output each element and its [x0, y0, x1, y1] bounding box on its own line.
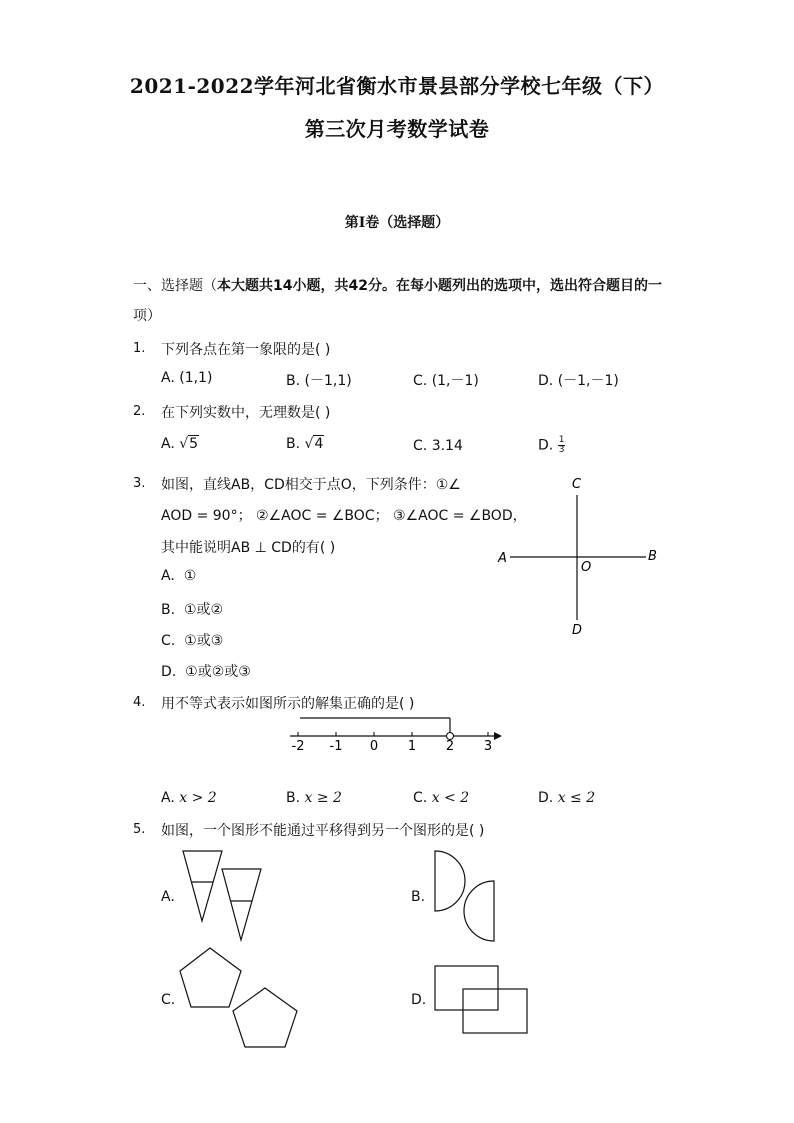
question-number: 5. — [133, 822, 146, 837]
option-d[interactable]: D. x ≤ 2 — [538, 790, 596, 806]
tick-label: 1 — [407, 739, 417, 754]
option-c[interactable]: C. ①或③ — [161, 633, 224, 649]
option-b[interactable]: B. ①或② — [161, 602, 224, 618]
option-a[interactable]: A. x > 2 — [161, 790, 217, 806]
option-d[interactable]: D. (－1,－1) — [538, 373, 619, 389]
question-stem-line2: AOD = 90°； ②∠AOC = ∠BOC； ③∠AOC = ∠BOD， — [161, 508, 527, 524]
paper-title-line1: 2021-2022学年河北省衡水市景县部分学校七年级（下） — [129, 74, 665, 98]
tick-label: -2 — [291, 739, 305, 754]
tick-label: 3 — [483, 739, 493, 754]
option-c[interactable]: C. x < 2 — [413, 790, 470, 806]
question-number: 3. — [133, 476, 146, 491]
open-circle-icon — [447, 733, 454, 740]
question-stem: 如图，一个图形不能通过平移得到另一个图形的是( ) — [161, 823, 485, 839]
option-c[interactable]: C. 3.14 — [413, 438, 463, 454]
option-d-label[interactable]: D. — [411, 992, 427, 1008]
section-title: 第I卷（选择题） — [344, 215, 450, 231]
label-b: B — [648, 549, 657, 564]
arrow-icon — [494, 732, 502, 740]
triangles-icon[interactable] — [180, 848, 270, 948]
intersecting-lines-figure — [490, 470, 670, 645]
rectangles-icon[interactable] — [430, 962, 535, 1038]
option-c[interactable]: C. (1,－1) — [413, 373, 479, 389]
question-number: 2. — [133, 404, 146, 419]
option-b[interactable]: B. (－1,1) — [286, 373, 352, 389]
option-c-label[interactable]: C. — [161, 992, 176, 1008]
semicircles-icon[interactable] — [430, 848, 510, 948]
option-a[interactable]: A. (1,1) — [161, 370, 213, 386]
part-heading: 一、选择题（本大题共14小题，共42分。在每小题列出的选项中，选出符合题目的一 — [133, 278, 662, 294]
question-stem: 下列各点在第一象限的是( ) — [161, 342, 331, 358]
tick-label: 2 — [445, 739, 455, 754]
pentagons-icon[interactable] — [178, 944, 303, 1054]
question-stem-line3: 其中能说明AB ⊥ CD的有( ) — [161, 540, 336, 556]
label-o: O — [581, 560, 592, 575]
number-line-figure — [280, 710, 510, 755]
option-b[interactable]: B. √4 — [286, 436, 324, 452]
question-number: 1. — [133, 341, 146, 356]
question-stem: 用不等式表示如图所示的解集正确的是( ) — [161, 696, 415, 712]
option-a-label[interactable]: A. — [161, 889, 175, 905]
tick-label: -1 — [329, 739, 343, 754]
question-stem: 在下列实数中，无理数是( ) — [161, 405, 331, 421]
label-c: C — [572, 477, 582, 492]
option-a[interactable]: A. √5 — [161, 436, 199, 452]
option-d[interactable]: D. ①或②或③ — [161, 664, 251, 680]
label-d: D — [572, 623, 583, 638]
option-b-label[interactable]: B. — [411, 889, 426, 905]
question-number: 4. — [133, 695, 146, 710]
part-heading-cont: 项） — [133, 308, 161, 324]
question-stem-line1: 如图，直线AB，CD相交于点O，下列条件：①∠ — [161, 477, 461, 493]
option-b[interactable]: B. x ≥ 2 — [286, 790, 342, 806]
label-a: A — [498, 551, 507, 566]
option-a[interactable]: A. ① — [161, 568, 197, 584]
option-d[interactable]: D. $\frac{1}{3}$ — [538, 435, 565, 455]
paper-title-line2: 第三次月考数学试卷 — [304, 117, 490, 141]
tick-label: 0 — [369, 739, 379, 754]
